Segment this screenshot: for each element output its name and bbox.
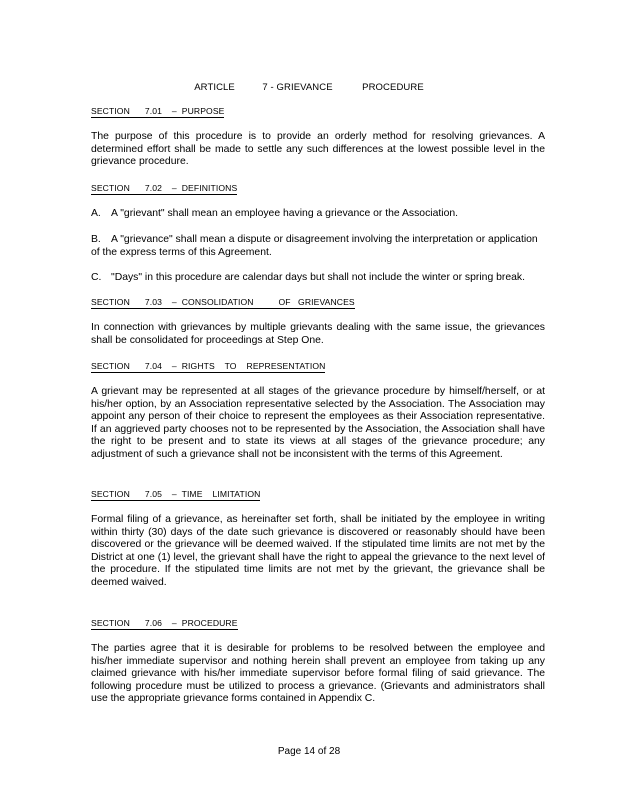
article-title — [0, 82, 618, 93]
section-heading-7-02: SECTION 7.02 – DEFINITIONS — [91, 183, 238, 193]
definition-a-text: A "grievant" shall mean an employee having a grievance or the Association. — [111, 208, 459, 219]
article-label: ARTICLE — [194, 82, 235, 93]
section-heading-7-04: SECTION 7.04 – RIGHTS TO REPRESENTATION — [91, 361, 326, 371]
section-heading-7-05: SECTION 7.05 – TIME LIMITATION — [91, 489, 261, 499]
section-heading-7-03: SECTION 7.03 – CONSOLIDATION OF GRIEVANCES — [91, 297, 355, 307]
article-word: PROCEDURE — [362, 82, 424, 93]
definition-b-text: A "grievance" shall mean a dispute or disagreement involving the interpretation or application of the express terms of this Agreement. — [91, 234, 538, 258]
definition-a — [91, 208, 547, 221]
definition-a-mark: A. — [91, 208, 101, 219]
definition-c-text: "Days" in this procedure are calendar days but shall not include the winter or spring break. — [111, 272, 525, 283]
article-number: 7 - GRIEVANCE — [262, 82, 333, 93]
section-body-7-01: The purpose of this procedure is to provide an orderly method for resolving grievances. A determined effort shall be made to settle any such differences at the lowest possible level in the grievance procedure. — [91, 131, 545, 168]
definition-c — [91, 272, 547, 285]
section-body-7-04: A grievant may be represented at all stages of the grievance procedure by himself/herself, or at his/her option, by an Association representative selected by the Association. The Association may appoint any person of their choice to represent the employees as their Association representative. If an aggrieved party chooses not to be represented by the Association, the Association shall have the right to be present and to state its views at all stages of the grievance procedure; any adjustment of such a grievance shall not be inconsistent with the terms of this Agreement. — [91, 386, 545, 460]
section-body-7-06: The parties agree that it is desirable for problems to be resolved between the employee and his/her immediate supervisor and nothing herein shall prevent an employee from taking up any claimed grievance with his/her immediate supervisor before formal filing of said grievance. The following procedure must be utilized to process a grievance. (Grievants and administrators shall use the appropriate grievance forms contained in Appendix C. — [91, 643, 545, 705]
section-body-7-05: Formal filing of a grievance, as hereinafter set forth, shall be initiated by the employee in writing within thirty (30) days of the date such grievance is discovered or reasonably should have been discovered or the grievance will be deemed waived. If the stipulated time limits are not met by the District at one (1) level, the grievant shall have the right to appeal the grievance to the next level of the procedure. If the stipulated time limits are not met by the grievant, the grievance shall be deemed waived. — [91, 514, 545, 588]
page-number: Page 14 of 28 — [277, 746, 341, 757]
section-body-7-03: In connection with grievances by multiple grievants dealing with the same issue, the grievances shall be consolidated for proceedings at Step One. — [91, 322, 545, 346]
definition-c-mark: C. — [91, 272, 102, 283]
section-heading-7-01: SECTION 7.01 – PURPOSE — [91, 106, 225, 116]
section-heading-7-06: SECTION 7.06 – PROCEDURE — [91, 618, 238, 628]
definition-b-mark: B. — [91, 234, 101, 245]
definition-b — [91, 234, 547, 259]
